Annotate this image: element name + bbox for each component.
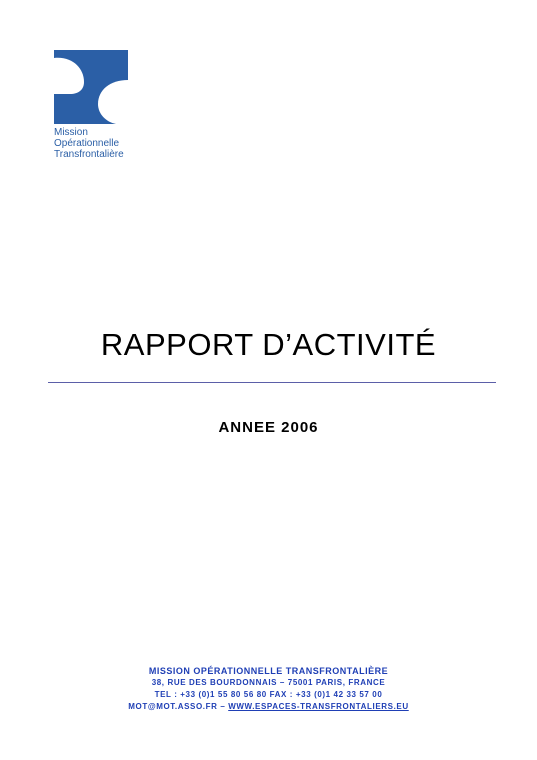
logo-line-3: Transfrontalière bbox=[54, 149, 124, 160]
footer-phone-fax: TEL : +33 (0)1 55 80 56 80 FAX : +33 (0)1 42 33 57 00 bbox=[154, 690, 383, 699]
logo-line-1: Mission bbox=[54, 127, 88, 138]
logo bbox=[54, 50, 134, 165]
footer bbox=[0, 665, 537, 713]
year-label: ANNEE 2006 bbox=[218, 419, 319, 436]
footer-email: MOT@MOT.ASSO.FR bbox=[128, 702, 218, 711]
footer-address: 38, RUE DES BOURDONNAIS – 75001 PARIS, FRANCE bbox=[151, 678, 386, 687]
title-divider bbox=[48, 382, 496, 383]
report-title: RAPPORT D’ACTIVITÉ bbox=[100, 327, 437, 362]
footer-organization: MISSION OPÉRATIONNELLE TRANSFRONTALIÈRE bbox=[148, 666, 389, 676]
logo-line-2: Opérationnelle bbox=[54, 138, 120, 149]
mot-logo-icon bbox=[54, 50, 128, 124]
footer-separator: – bbox=[217, 702, 229, 711]
logo-text bbox=[54, 127, 144, 160]
footer-website-link[interactable]: WWW.ESPACES-TRANSFRONTALIERS.EU bbox=[228, 702, 409, 711]
footer-contacts bbox=[0, 701, 537, 713]
